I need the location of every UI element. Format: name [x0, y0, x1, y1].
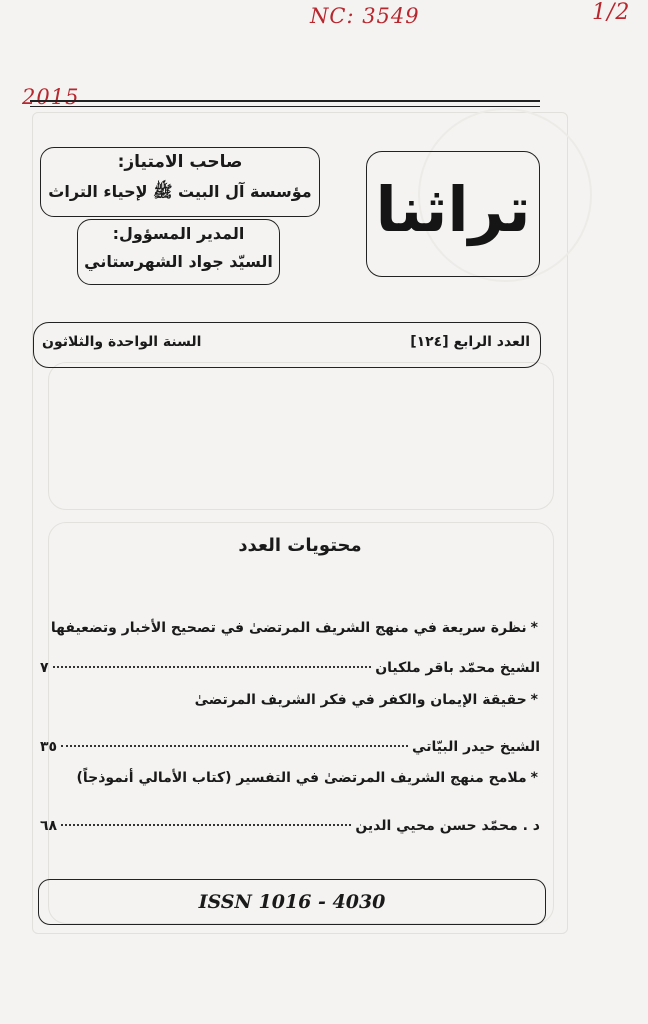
toc-entry-title: *ملامح منهج الشريف المرتضىٰ في التفسير (كتاب الأمالي أنموذجاً) [76, 770, 538, 786]
owner-name: مؤسسة آل البيت ﷺ لإحياء التراث [48, 182, 312, 201]
toc-entry-author-line [40, 660, 540, 676]
toc-entry-page: ٧ [40, 660, 49, 676]
toc-entry-author: الشيخ حيدر البيّاتي [412, 739, 540, 755]
journal-title: تراثنا [375, 173, 531, 246]
bleed-through-panel [48, 522, 554, 924]
bullet-star-icon: * [530, 770, 538, 786]
owner-label: صاحب الامتياز: [117, 152, 243, 172]
header-rule [30, 100, 540, 102]
leader-dots [61, 824, 351, 826]
handwritten-reference-number: NC: 3549 [310, 4, 420, 28]
leader-dots [53, 666, 372, 668]
manager-label: المدير المسؤول: [112, 224, 245, 243]
toc-entry-author: الشيخ محمّد باقر ملكيان [375, 660, 540, 676]
toc-entry-author: د . محمّد حسن محيي الدين [355, 818, 540, 834]
toc-entry-author-line [40, 818, 540, 834]
issn-box [38, 879, 546, 925]
toc-entry-page: ٦٨ [40, 818, 58, 834]
issue-year: السنة الواحدة والثلاثون [42, 334, 202, 350]
toc-entry-author-line [40, 739, 540, 755]
issue-box [33, 322, 541, 368]
handwritten-fraction: 1/2 [592, 0, 631, 25]
owner-box [40, 147, 320, 217]
bullet-star-icon: * [530, 620, 538, 636]
handwritten-year: 2015 [22, 85, 80, 109]
toc-entry-title: *نظرة سريعة في منهج الشريف المرتضىٰ في تصحيح الأخبار وتضعيفها [50, 620, 538, 636]
header-rule [30, 106, 540, 107]
contents-title: محتويات العدد [238, 535, 362, 556]
bleed-through-panel [48, 362, 554, 510]
issue-number: العدد الرابع [١٢٤] [410, 334, 530, 350]
toc-entry-page: ٣٥ [40, 739, 58, 755]
journal-title-box [366, 151, 540, 277]
leader-dots [61, 745, 408, 747]
manager-box [77, 219, 280, 285]
toc-entry-title: *حقيقة الإيمان والكفر في فكر الشريف المرتضىٰ [194, 692, 538, 708]
issn-number: ISSN 1016 - 4030 [198, 891, 386, 913]
bullet-star-icon: * [530, 692, 538, 708]
manager-name: السيّد جواد الشهرستاني [84, 252, 273, 271]
